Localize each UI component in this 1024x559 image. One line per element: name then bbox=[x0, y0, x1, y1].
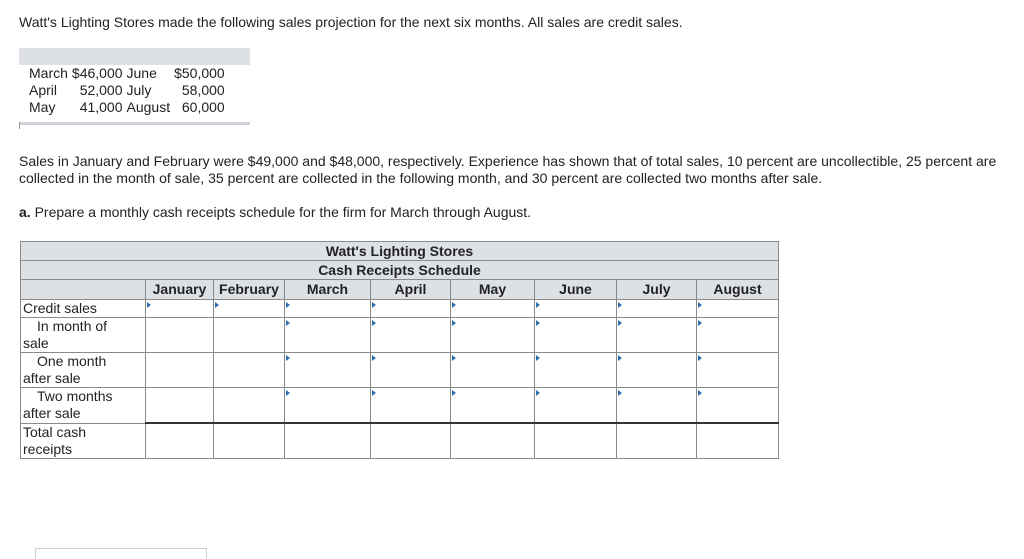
question-a-text: Prepare a monthly cash receipts schedule for the firm for March through August. bbox=[30, 204, 532, 220]
schedule-company-name: Watt's Lighting Stores bbox=[21, 242, 779, 261]
header-april: April bbox=[371, 280, 451, 300]
header-may: May bbox=[451, 280, 535, 300]
cell-in-month-february bbox=[214, 318, 285, 353]
projection-value: 41,000 bbox=[79, 99, 123, 115]
cell-two-months-january bbox=[146, 388, 214, 424]
row-label-line: after sale bbox=[23, 405, 81, 421]
projection-month: August bbox=[126, 99, 171, 115]
projection-month: April bbox=[29, 82, 58, 98]
input-total-march[interactable] bbox=[285, 423, 371, 459]
row-label-two-months-after bbox=[21, 388, 146, 424]
input-in-month-april[interactable] bbox=[371, 318, 451, 353]
input-one-month-june[interactable] bbox=[535, 353, 617, 388]
input-two-months-june[interactable] bbox=[535, 388, 617, 424]
projection-row bbox=[29, 82, 225, 99]
row-label-in-month-of-sale bbox=[21, 318, 146, 353]
input-total-august[interactable] bbox=[697, 423, 779, 459]
header-july: July bbox=[617, 280, 697, 300]
projection-value: 58,000 bbox=[181, 82, 225, 98]
cell-one-month-february bbox=[214, 353, 285, 388]
input-two-months-march[interactable] bbox=[285, 388, 371, 424]
header-january: January bbox=[146, 280, 214, 300]
input-in-month-march[interactable] bbox=[285, 318, 371, 353]
projection-header-bar bbox=[19, 48, 250, 65]
row-label-line: One month bbox=[37, 353, 107, 369]
projection-row bbox=[29, 99, 225, 116]
input-in-month-may[interactable] bbox=[451, 318, 535, 353]
row-label-total-cash-receipts bbox=[21, 423, 146, 459]
cell-total-january bbox=[146, 423, 214, 459]
cell-two-months-february bbox=[214, 388, 285, 424]
cell-total-february bbox=[214, 423, 285, 459]
cell-one-month-january bbox=[146, 353, 214, 388]
question-a bbox=[19, 204, 531, 220]
problem-intro: Watt's Lighting Stores made the following sales projection for the next six months. All sales are credit sales. bbox=[19, 14, 683, 30]
input-credit-sales-june[interactable] bbox=[535, 300, 617, 318]
input-two-months-may[interactable] bbox=[451, 388, 535, 424]
problem-paragraph: Sales in January and February were $49,000 and $48,000, respectively. Experience has shown that of total sales, 10 percent are uncollectible, 25 percent are collected in the month of sale, 35 percent are collected in the following month, and 30 percent are collected two months after sale. bbox=[19, 153, 997, 186]
row-label-line: receipts bbox=[23, 440, 73, 457]
header-august: August bbox=[697, 280, 779, 300]
projection-month: June bbox=[126, 65, 157, 81]
input-total-july[interactable] bbox=[617, 423, 697, 459]
schedule-title: Cash Receipts Schedule bbox=[21, 261, 779, 280]
projection-month: March bbox=[29, 65, 68, 81]
input-one-month-july[interactable] bbox=[617, 353, 697, 388]
projection-value: $50,000 bbox=[174, 65, 225, 81]
input-total-april[interactable] bbox=[371, 423, 451, 459]
input-credit-sales-february[interactable] bbox=[214, 300, 285, 318]
sales-projection-box bbox=[19, 48, 250, 125]
row-label-line: Two months bbox=[37, 388, 113, 404]
input-in-month-july[interactable] bbox=[617, 318, 697, 353]
cash-receipts-schedule bbox=[20, 241, 779, 459]
projection-footer-bar bbox=[19, 122, 250, 125]
question-a-label: a. bbox=[19, 204, 31, 220]
cell-in-month-january bbox=[146, 318, 214, 353]
projection-row bbox=[29, 65, 225, 82]
input-two-months-august[interactable] bbox=[697, 388, 779, 424]
input-credit-sales-may[interactable] bbox=[451, 300, 535, 318]
input-credit-sales-july[interactable] bbox=[617, 300, 697, 318]
input-credit-sales-january[interactable] bbox=[146, 300, 214, 318]
input-two-months-april[interactable] bbox=[371, 388, 451, 424]
row-label-credit-sales: Credit sales bbox=[21, 300, 146, 318]
input-in-month-august[interactable] bbox=[697, 318, 779, 353]
row-label-line: sale bbox=[23, 335, 49, 351]
input-one-month-march[interactable] bbox=[285, 353, 371, 388]
input-total-may[interactable] bbox=[451, 423, 535, 459]
header-february: February bbox=[214, 280, 285, 300]
input-in-month-june[interactable] bbox=[535, 318, 617, 353]
header-june: June bbox=[535, 280, 617, 300]
input-one-month-august[interactable] bbox=[697, 353, 779, 388]
projection-value: 52,000 bbox=[79, 82, 123, 98]
input-one-month-april[interactable] bbox=[371, 353, 451, 388]
input-one-month-may[interactable] bbox=[451, 353, 535, 388]
projection-value: $46,000 bbox=[71, 65, 123, 81]
header-march: March bbox=[285, 280, 371, 300]
header-blank bbox=[21, 280, 146, 300]
row-label-line: In month of bbox=[37, 318, 108, 334]
projection-value: 60,000 bbox=[181, 99, 225, 115]
input-credit-sales-august[interactable] bbox=[697, 300, 779, 318]
projection-month: May bbox=[29, 99, 56, 115]
sales-projection-table bbox=[29, 65, 225, 116]
input-total-june[interactable] bbox=[535, 423, 617, 459]
input-credit-sales-april[interactable] bbox=[371, 300, 451, 318]
input-two-months-july[interactable] bbox=[617, 388, 697, 424]
projection-month: July bbox=[126, 82, 152, 98]
row-label-line: after sale bbox=[23, 370, 81, 386]
row-label-line: Total cash bbox=[23, 423, 87, 440]
row-label-one-month-after bbox=[21, 353, 146, 388]
input-credit-sales-march[interactable] bbox=[285, 300, 371, 318]
